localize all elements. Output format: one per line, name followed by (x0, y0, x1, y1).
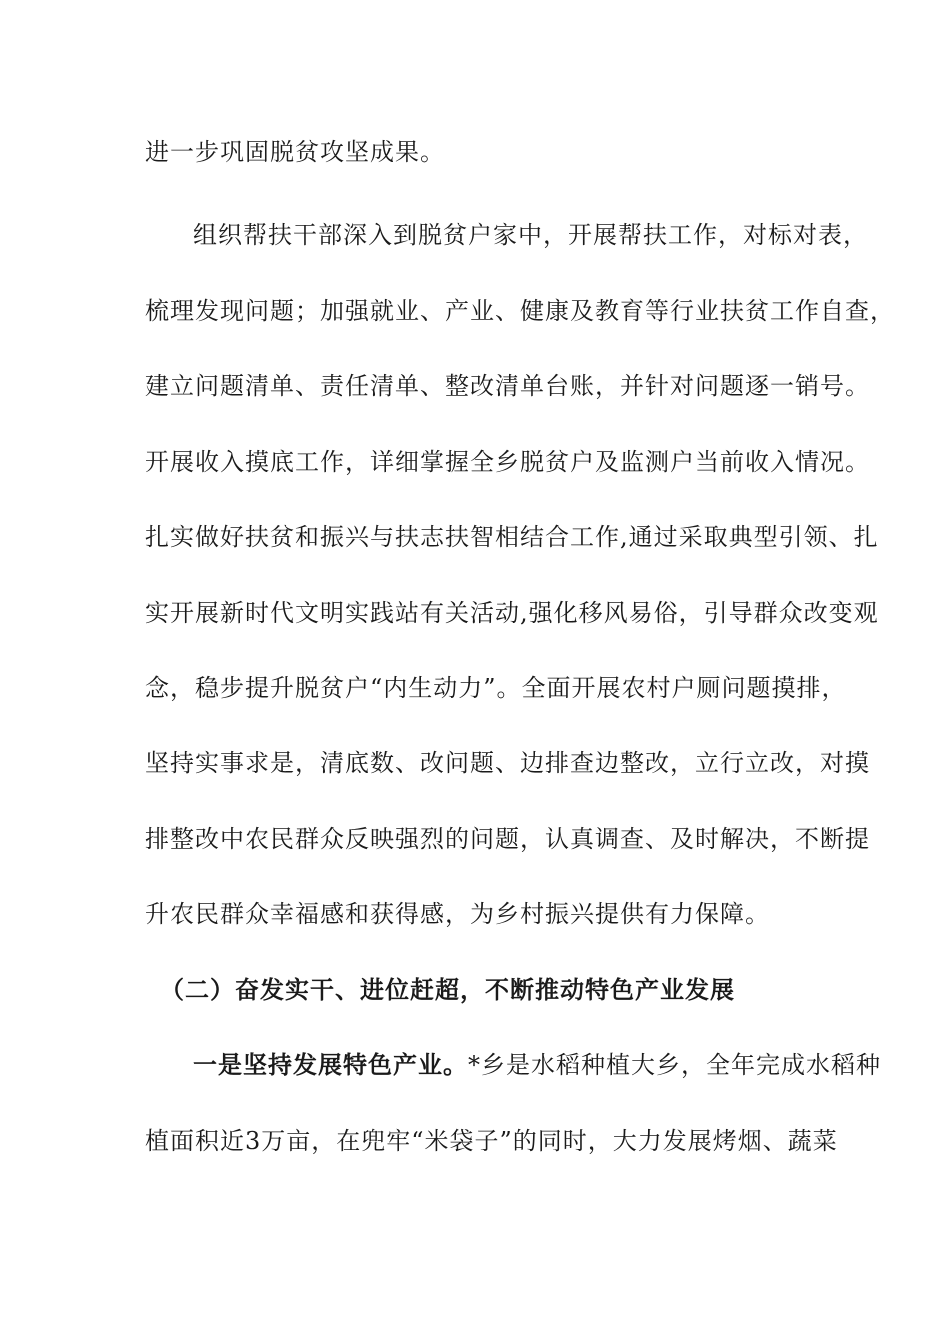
section-heading: （二）奋发实干、进位赶超，不断推动特色产业发展 (160, 975, 735, 1004)
text-line: 念，稳步提升脱贫户“内生动力”。全面开展农村户厕问题摸排， (145, 674, 847, 702)
text-line: 坚持实事求是，清底数、改问题、边排查边整改，立行立改，对摸 (145, 749, 870, 777)
text-line: 建立问题清单、责任清单、整改清单台账，并针对问题逐一销号。 (145, 372, 870, 400)
text-line: 植面积近3万亩，在兜牢“米袋子”的同时，大力发展烤烟、蔬菜 (145, 1127, 838, 1155)
text-line: 实开展新时代文明实践站有关活动,强化移风易俗，引导群众改变观 (145, 599, 879, 627)
text-line: 进一步巩固脱贫攻坚成果。 (145, 138, 445, 166)
paragraph-first-line (193, 1049, 893, 1081)
text-line: 扎实做好扶贫和振兴与扶志扶智相结合工作,通过采取典型引领、扎 (145, 523, 879, 551)
text-line: 开展收入摸底工作，详细掌握全乡脱贫户及监测户当前收入情况。 (145, 448, 870, 476)
text-line: 排整改中农民群众反映强烈的问题，认真调查、及时解决，不断提 (145, 825, 870, 853)
paragraph-lead-bold: 一是坚持发展特色产业。 (193, 1050, 468, 1079)
text-line: 升农民群众幸福感和获得感，为乡村振兴提供有力保障。 (145, 900, 770, 928)
paragraph-first-line: 组织帮扶干部深入到脱贫户家中，开展帮扶工作，对标对表， (193, 221, 868, 249)
paragraph-lead-rest: *乡是水稻种植大乡，全年完成水稻种 (468, 1051, 881, 1079)
text-line: 梳理发现问题；加强就业、产业、健康及教育等行业扶贫工作自查， (145, 297, 895, 325)
